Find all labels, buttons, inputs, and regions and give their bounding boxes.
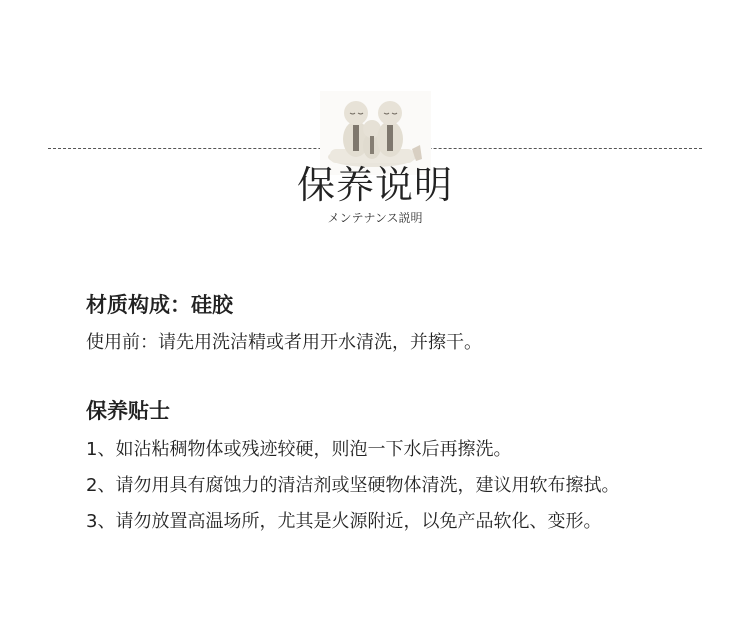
tip-item-3: 3、请勿放置高温场所，尤其是火源附近，以免产品软化、变形。 (86, 511, 602, 532)
tip-item-1: 1、如沾粘稠物体或残迹较硬，则泡一下水后再擦洗。 (86, 439, 512, 460)
material-heading: 材质构成：硅胶 (86, 293, 233, 317)
page-title: 保养说明 (296, 163, 453, 207)
usage-instruction: 使用前：请先用洗洁精或者用开水清洗，并擦干。 (86, 332, 482, 353)
tip-item-2: 2、请勿用具有腐蚀力的清洁剂或坚硬物体清洗，建议用软布擦拭。 (86, 475, 620, 496)
page-subtitle: メンテナンス説明 (327, 211, 423, 225)
tips-heading: 保养贴士 (86, 399, 170, 423)
